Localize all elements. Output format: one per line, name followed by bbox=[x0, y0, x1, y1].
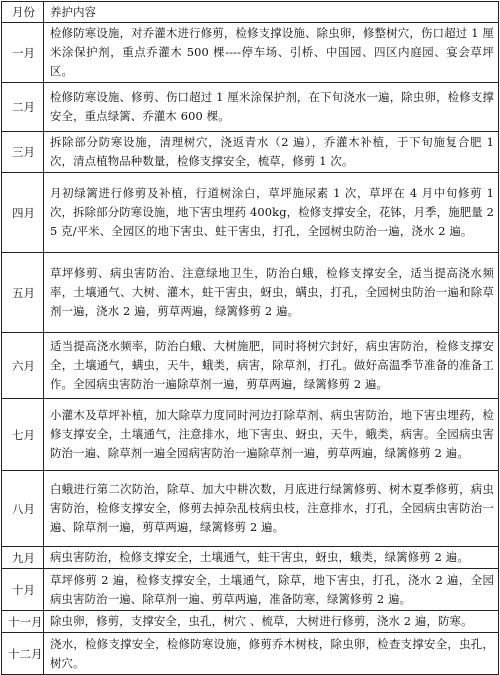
content-cell: 检修防寒设施、修剪、伤口超过 1 厘米涂保护剂，在下旬浇水一遍，除虫卵，检修支撑安全，重点绿篱、乔灌木 600 棵。 bbox=[44, 83, 499, 132]
month-cell: 十二月 bbox=[2, 633, 44, 675]
table-row bbox=[2, 633, 499, 675]
month-cell: 九月 bbox=[2, 547, 44, 569]
table-row bbox=[2, 471, 499, 547]
content-cell: 适当提高浇水频率，防治白蛾、大树施肥，同时将树穴封好，病虫害防治，检修支撑安全，土壤通气，螨虫，天牛，蛾类，病害，除草剂，打孔。做好高温季节准备的准备工作。全园病虫害防治一遍除草剂一遍，剪草两遍，绿篱修剪 2 遍。 bbox=[44, 333, 499, 399]
table-row bbox=[2, 333, 499, 399]
month-cell: 二月 bbox=[2, 83, 44, 132]
content-cell: 小灌木及草坪补植，加大除草力度同时河边打除草剂、病虫害防治，地下害虫埋药，检修支撑安全，土壤通气，注意排水，地下害虫、蚜虫，天牛，蛾类，病害。全园病虫害防治一遍、除草剂一遍全园病害防治一遍除草剂一遍，剪草两遍，绿篱修剪 2 遍。 bbox=[44, 399, 499, 471]
content-cell: 拆除部分防寒设施，清理树穴，浇返青水（2 遍），乔灌木补植，于下旬施复合肥 1 次，清点植物品种数量，检修支撑安全，梳草，修剪 1 次。 bbox=[44, 132, 499, 173]
content-cell: 草坪修剪、病虫害防治、注意绿地卫生，防治白蛾，检修支撑安全，适当提高浇水频率，土壤通气、大树、灌木，蛀干害虫，蚜虫，螨虫，打孔，全园树虫防治一遍和除草剂一遍，浇水 2 遍，剪草两遍，绿篱修剪 2 遍。 bbox=[44, 253, 499, 333]
month-cell: 十月 bbox=[2, 569, 44, 611]
month-cell: 五月 bbox=[2, 253, 44, 333]
content-cell: 草坪修剪 2 遍，检修支撑安全，土壤通气，除草，地下害虫，打孔，浇水 2 遍，全园病虫害防治一遍、除草剂一遍、剪草两遍，准备防寒，绿篱修剪 2 遍。 bbox=[44, 569, 499, 611]
table-row bbox=[2, 611, 499, 633]
table-header-row bbox=[2, 2, 499, 23]
month-cell: 四月 bbox=[2, 173, 44, 253]
month-cell: 三月 bbox=[2, 132, 44, 173]
table-row bbox=[2, 569, 499, 611]
table-row bbox=[2, 399, 499, 471]
content-cell: 月初绿篱进行修剪及补植，行道树涂白，草坪施尿素 1 次，草坪在 4 月中旬修剪 1 次，拆除部分防寒设施，地下害虫埋药 400kg，检修支撑安全，花钵，月季，施肥量 25 克/平米、全园区的地下害虫、蛀干害虫，打孔，全园树虫防治一遍，浇水 2 遍。 bbox=[44, 173, 499, 253]
content-column-header: 养护内容 bbox=[44, 2, 499, 23]
table-row bbox=[2, 132, 499, 173]
table-row bbox=[2, 83, 499, 132]
content-cell: 白蛾进行第二次防治，除草、加大中耕次数，月底进行绿篱修剪、树木夏季修剪，病虫害防治，检修支撑安全，修剪去掉杂乱枝病虫枝，注意排水，打孔，全园病虫害防治一遍、除草剂一遍，剪草两遍，绿篱修剪 2 遍。 bbox=[44, 471, 499, 547]
content-cell: 病虫害防治，检修支撑安全，土壤通气，蛀干害虫，蚜虫，蛾类，绿篱修剪 2 遍。 bbox=[44, 547, 499, 569]
content-cell: 检修防寒设施，对乔灌木进行修剪，检修支撑设施、除虫卵，修整树穴，伤口超过 1 厘米涂保护剂，重点乔灌木 500 棵----停车场、引桥、中国园、四区内庭园、宴会草坪区。 bbox=[44, 23, 499, 83]
month-cell: 六月 bbox=[2, 333, 44, 399]
maintenance-schedule-sheet bbox=[1, 1, 498, 670]
month-column-header: 月份 bbox=[2, 2, 44, 23]
month-cell: 一月 bbox=[2, 23, 44, 83]
table-row bbox=[2, 23, 499, 83]
month-cell: 十一月 bbox=[2, 611, 44, 633]
content-cell: 浇水，检修支撑安全，检修防寒设施，修剪乔木树枝，除虫卵，检查支撑安全，虫孔，树穴。 bbox=[44, 633, 499, 675]
maintenance-schedule-table bbox=[1, 1, 499, 675]
month-cell: 七月 bbox=[2, 399, 44, 471]
table-row bbox=[2, 173, 499, 253]
content-cell: 除虫卵，修剪，支撑安全，虫孔，树穴 、梳草，大树进行修剪，浇水 2 遍，防寒。 bbox=[44, 611, 499, 633]
table-row bbox=[2, 547, 499, 569]
table-row bbox=[2, 253, 499, 333]
month-cell: 八月 bbox=[2, 471, 44, 547]
